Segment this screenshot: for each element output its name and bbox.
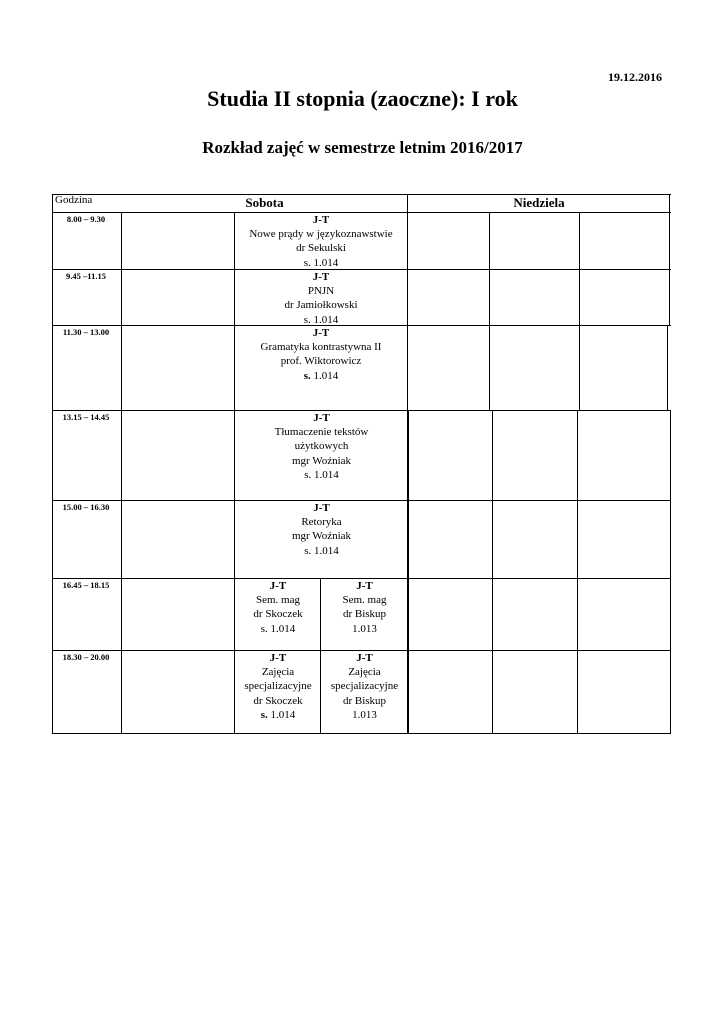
header-niedziela: Niedziela <box>513 195 565 210</box>
room-prefix: s. <box>303 369 311 382</box>
class-code: J-T <box>312 327 330 339</box>
class-subject: specjalizacyjne <box>244 680 312 693</box>
class-room: s. 1.014 <box>304 544 339 557</box>
class-subject: Zajęcia <box>348 666 381 679</box>
document-date: 19.12.2016 <box>608 70 662 84</box>
class-subject: Sem. mag <box>256 594 300 607</box>
table-border-bottom <box>52 733 671 734</box>
header-sobota: Sobota <box>245 195 284 210</box>
time-slot: 18.30 – 20.00 <box>62 652 110 662</box>
class-room <box>235 708 321 722</box>
class-code: J-T <box>269 652 287 664</box>
class-teacher: dr Sekulski <box>296 242 346 255</box>
class-cell <box>234 213 408 270</box>
time-slot: 16.45 – 18.15 <box>62 580 110 590</box>
time-slot: 8.00 – 9.30 <box>66 214 106 224</box>
class-subject: Zajęcia <box>261 666 295 679</box>
class-teacher: dr Biskup <box>342 694 387 707</box>
class-code: J-T <box>312 214 330 226</box>
class-cell <box>234 270 408 327</box>
column-divider <box>579 212 580 410</box>
class-cell <box>235 579 321 636</box>
room-number: 1.014 <box>313 369 339 382</box>
class-subject: PNJN <box>307 285 335 298</box>
class-teacher: mgr Woźniak <box>291 454 352 467</box>
class-subject: specjalizacyjne <box>330 680 399 693</box>
class-subject: Gramatyka kontrastywna II <box>260 341 382 354</box>
class-cell <box>235 501 408 558</box>
class-subject: Nowe prądy w językoznawstwie <box>249 228 393 241</box>
class-code: J-T <box>312 271 330 283</box>
room-prefix: s. <box>260 708 268 721</box>
class-cell <box>235 411 408 482</box>
column-divider <box>408 410 409 733</box>
column-divider <box>492 410 493 733</box>
class-cell <box>235 651 321 722</box>
class-room: s. 1.014 <box>260 622 296 635</box>
class-teacher: dr Biskup <box>342 608 387 621</box>
column-divider <box>489 212 490 410</box>
class-cell <box>234 326 408 383</box>
column-divider <box>577 410 578 733</box>
class-code: J-T <box>313 412 330 424</box>
class-room: s. 1.014 <box>303 313 339 326</box>
class-teacher: mgr Woźniak <box>291 530 352 543</box>
class-room: s. 1.014 <box>303 256 339 269</box>
class-subject: użytkowych <box>294 440 349 453</box>
class-subject: Retoryka <box>301 516 342 529</box>
table-border-top <box>52 194 671 195</box>
table-border-right <box>667 325 668 410</box>
class-room: 1.013 <box>352 708 377 721</box>
class-teacher: dr Skoczek <box>253 608 303 621</box>
class-code: J-T <box>356 580 373 592</box>
column-divider <box>121 212 122 734</box>
class-room: 1.013 <box>352 622 377 635</box>
time-slot: 11.30 – 13.00 <box>62 327 110 337</box>
time-slot: 15.00 – 16.30 <box>62 502 110 512</box>
header-godzina: Godzina <box>55 194 93 206</box>
class-subject: Sem. mag <box>342 594 387 607</box>
class-code: J-T <box>356 652 373 664</box>
class-teacher: prof. Wiktorowicz <box>280 355 362 368</box>
time-slot: 9.45 –11.15 <box>66 271 106 281</box>
class-cell <box>321 579 408 636</box>
room-number: 1.014 <box>270 708 296 721</box>
class-cell <box>321 651 408 722</box>
class-code: J-T <box>313 502 330 514</box>
class-teacher: dr Jamiołkowski <box>284 299 358 312</box>
class-room: s. 1.014 <box>304 468 339 481</box>
class-room <box>234 369 408 383</box>
class-teacher: dr Skoczek <box>253 694 303 707</box>
class-subject: Tłumaczenie tekstów <box>274 426 369 439</box>
time-slot: 13.15 – 14.45 <box>62 412 110 422</box>
table-border-right <box>669 194 670 325</box>
class-code: J-T <box>269 580 287 592</box>
table-border-right <box>670 410 671 734</box>
page-subtitle: Rozkład zajęć w semestrze letnim 2016/2017 <box>202 138 523 157</box>
page-title: Studia II stopnia (zaoczne): I rok <box>207 86 518 111</box>
